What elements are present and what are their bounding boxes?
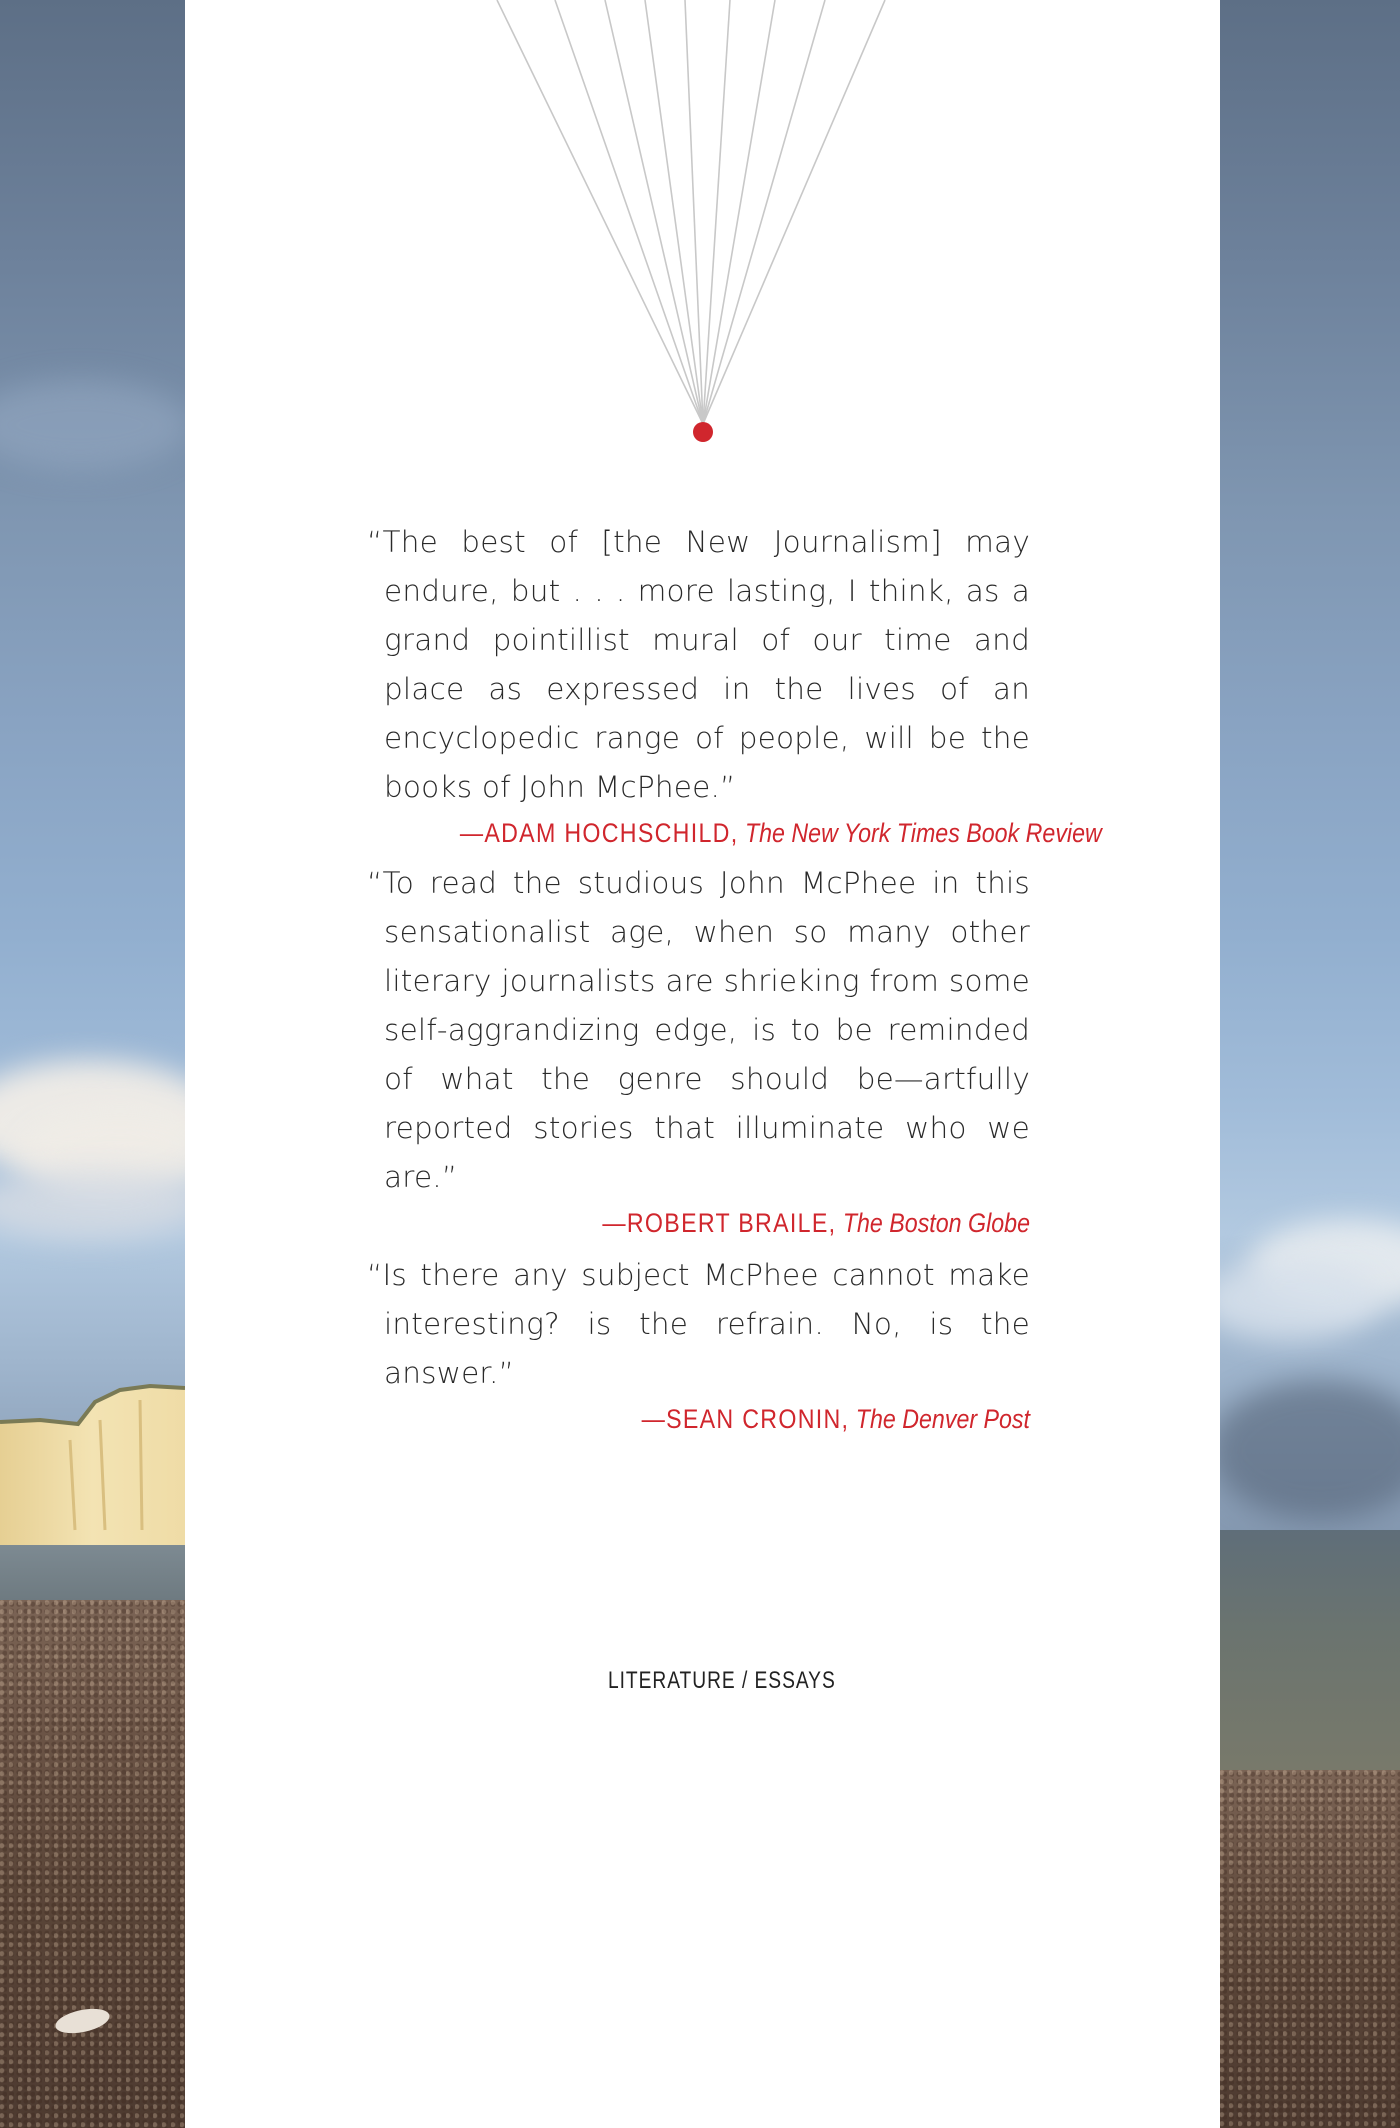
beach-image (0, 1600, 185, 2128)
cloud-shape (0, 380, 185, 470)
attribution-publication: The New York Times Book Review (744, 818, 1102, 848)
fan-line (555, 0, 703, 424)
sea-image (1220, 1530, 1400, 1790)
quote-attribution (459, 812, 1102, 854)
fan-line (497, 0, 703, 424)
fan-lines (497, 0, 885, 424)
quote-text: “Is there any subject McPhee cannot make interesting? is the refrain. No, is the answer.” (367, 1258, 1030, 1390)
cloud-shape (1220, 1380, 1400, 1520)
quote-text: “To read the studious John McPhee in this sensationalist age, when so many other literary journalists are shrieking from some self-aggrandizing edge, is to be reminded of what the genre should be—artfully reported stories that illuminate who we are.” (367, 866, 1030, 1194)
attribution-author: —ADAM HOCHSCHILD, (459, 818, 739, 848)
attribution-publication: The Denver Post (855, 1404, 1030, 1434)
red-dot-icon (693, 422, 713, 442)
attribution-author: —ROBERT BRAILE, (602, 1208, 837, 1238)
quote-attribution (460, 1202, 1030, 1244)
attribution-publication: The Boston Globe (842, 1208, 1030, 1238)
right-photo-strip (1220, 0, 1400, 2128)
beach-image (1220, 1770, 1400, 2128)
fan-line (703, 0, 885, 424)
quote-block-2 (367, 859, 1030, 1244)
cloud-shape (0, 1170, 185, 1240)
quote-block-1 (367, 518, 1102, 854)
quote-block-3 (367, 1251, 1030, 1440)
category-label: LITERATURE / ESSAYS (608, 1667, 836, 1694)
fan-line (703, 0, 730, 424)
fan-lines-graphic (185, 0, 1220, 460)
left-photo-strip (0, 0, 185, 2128)
cliff-image (0, 1380, 185, 1560)
attribution-author: —SEAN CRONIN, (641, 1404, 850, 1434)
quote-attribution (460, 1398, 1030, 1440)
quote-text: “The best of [the New Journalism] may endure, but . . . more lasting, I think, as a grand pointillist mural of our time and place as expressed in the lives of an encyclopedic range of people, will be the books of John McPhee.” (367, 525, 1030, 804)
